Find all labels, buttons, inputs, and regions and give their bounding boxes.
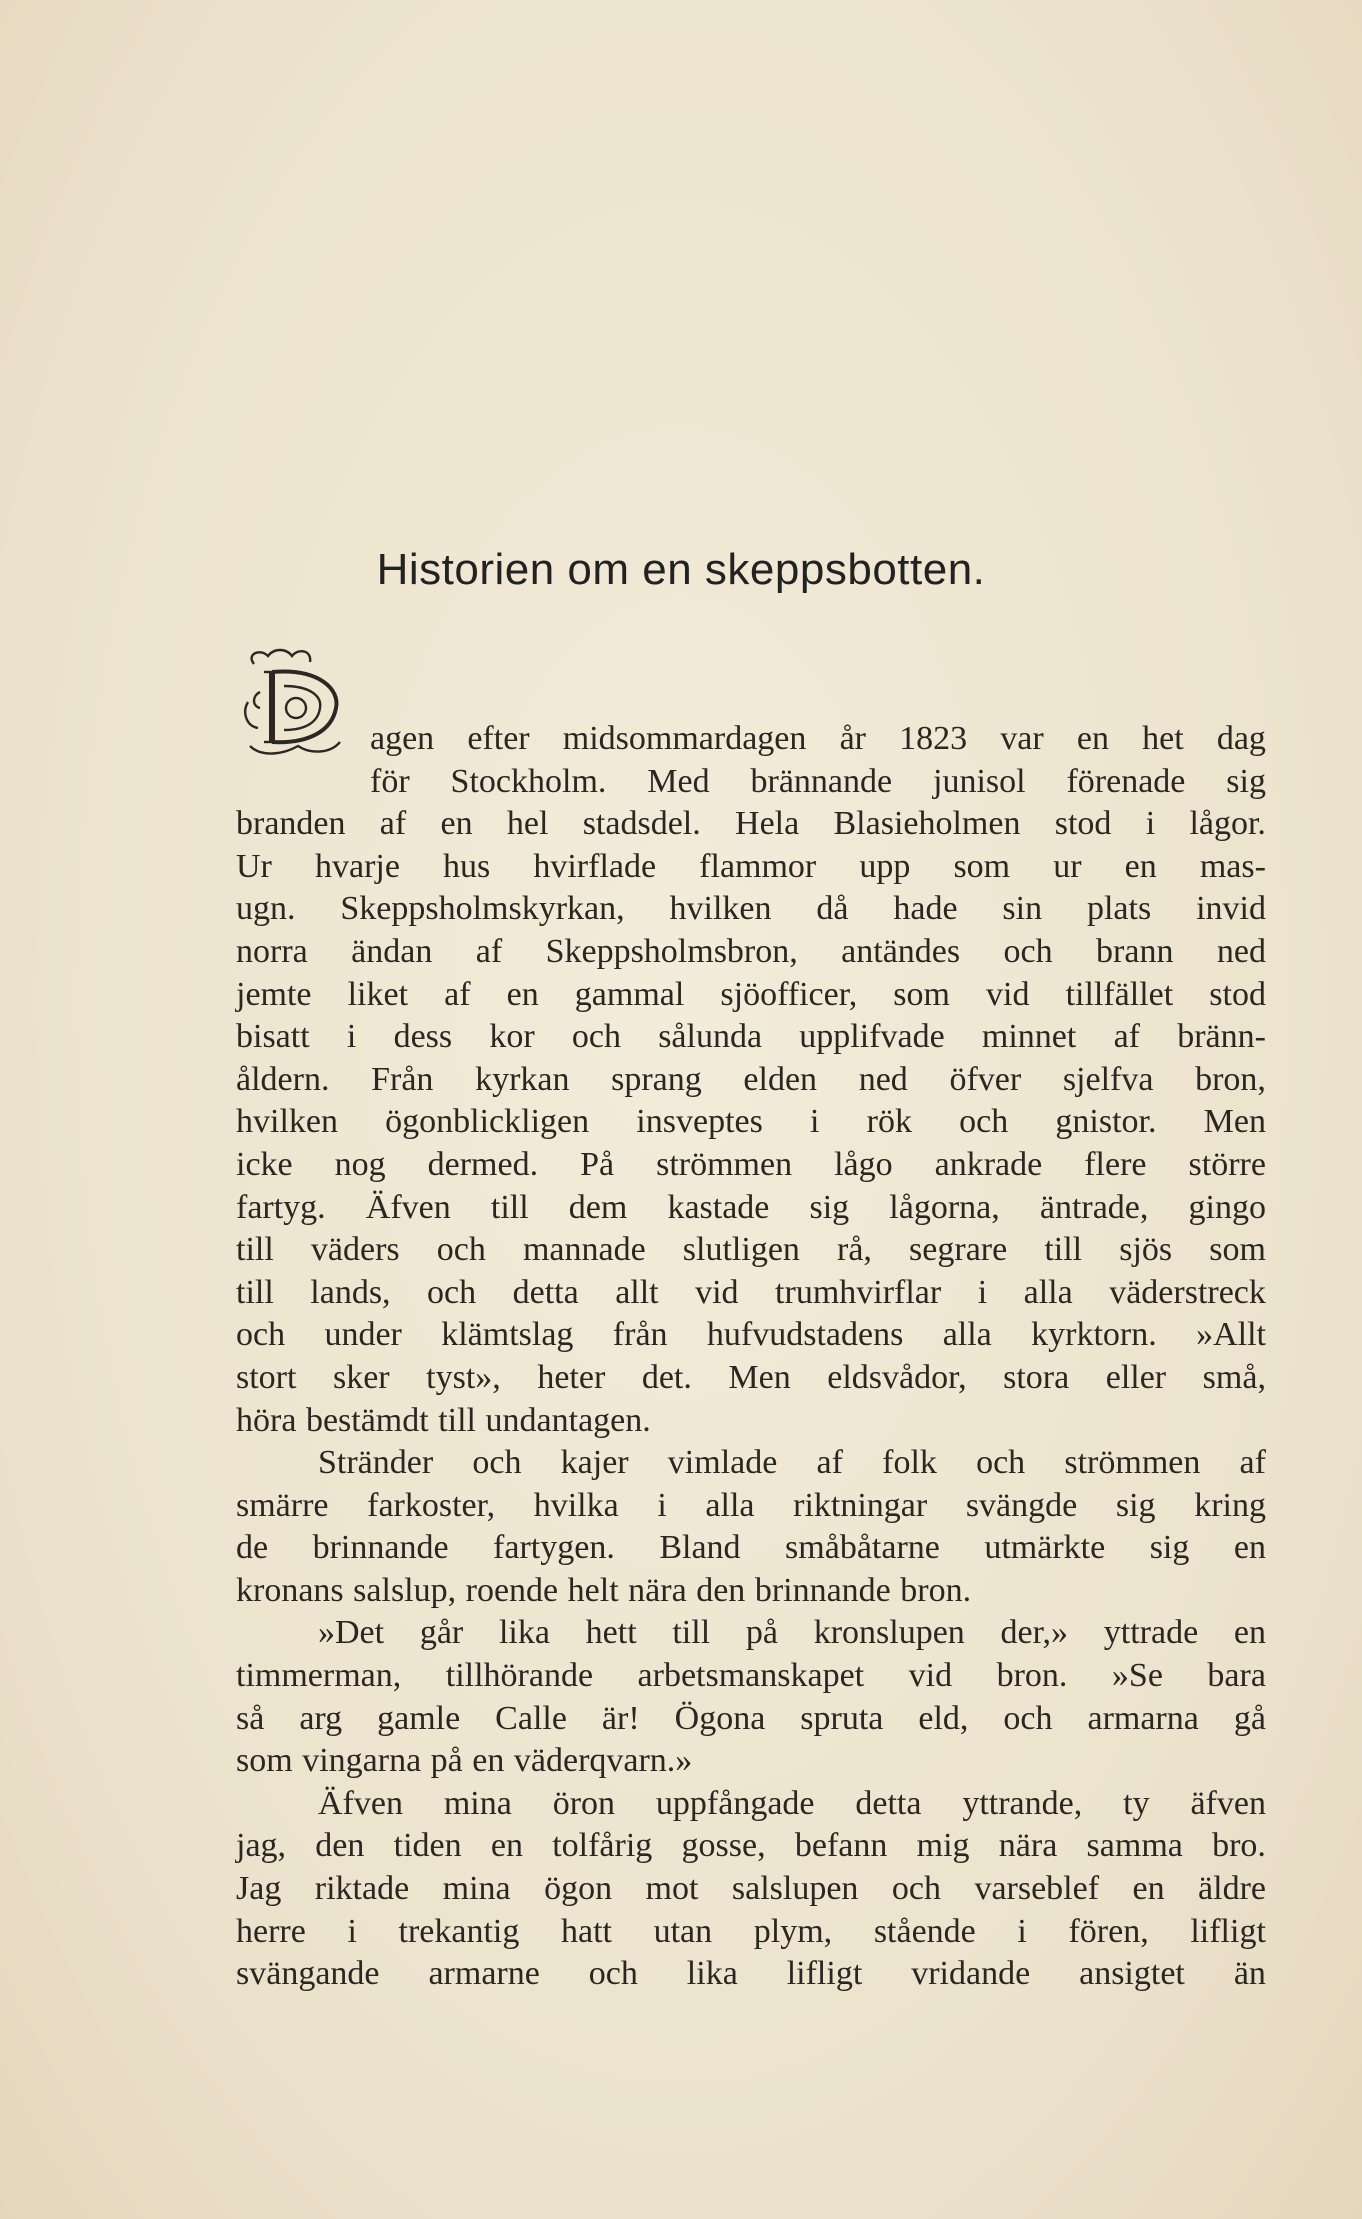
text-line: de brinnande fartygen. Bland småbåtarne utmärkte sig en [236,1529,1266,1567]
text-line: stort sker tyst», heter det. Men eldsvådor, stora eller små, [236,1358,1266,1396]
text-line: för Stockholm. Med brännande junisol förenade sig [370,762,1266,800]
chapter-title: Historien om en skeppsbotten. [376,545,986,594]
text-line: och under klämtslag från hufvudstadens alla kyrktorn. »Allt [236,1316,1266,1354]
text-line: höra bestämdt till undantagen. [236,1401,651,1439]
text-line: till väders och mannade slutligen rå, segrare till sjös som [236,1231,1266,1269]
text-line: timmerman, tillhörande arbetsmanskapet vid bron. »Se bara [236,1657,1266,1695]
text-line: herre i trekantig hatt utan plym, stående i fören, lifligt [236,1912,1266,1950]
text-line: så arg gamle Calle är! Ögona spruta eld, och armarna gå [236,1699,1266,1737]
text-line: branden af en hel stadsdel. Hela Blasieholmen stod i lågor. [236,805,1266,843]
text-line: Stränder och kajer vimlade af folk och strömmen af [318,1444,1266,1482]
text-line: åldern. Från kyrkan sprang elden ned öfver sjelfva bron, [236,1060,1266,1098]
body-text [236,718,1266,1996]
text-line: jemte liket af en gammal sjöofficer, som vid tillfället stod [236,975,1266,1013]
text-line: bisatt i dess kor och sålunda upplifvade minnet af bränn- [236,1018,1266,1056]
text-line: jag, den tiden en tolfårig gosse, befann mig nära samma bro. [236,1827,1266,1865]
text-line: till lands, och detta allt vid trumhvirflar i alla väderstreck [236,1273,1266,1311]
text-line: fartyg. Äfven till dem kastade sig lågorna, äntrade, gingo [236,1188,1266,1226]
text-line: Äfven mina öron uppfångade detta yttrande, ty äfven [318,1784,1266,1822]
text-line: Ur hvarje hus hvirflade flammor upp som ur en mas- [236,847,1266,885]
text-line: ugn. Skeppsholmskyrkan, hvilken då hade sin plats invid [236,890,1266,928]
text-line: icke nog dermed. På strömmen lågo ankrade flere större [236,1145,1266,1183]
text-line: »Det går lika hett till på kronslupen der,» yttrade en [318,1614,1266,1652]
text-line: agen efter midsommardagen år 1823 var en het dag [370,720,1266,757]
text-line: hvilken ögonblickligen insveptes i rök och gnistor. Men [236,1103,1266,1141]
text-line: Jag riktade mina ögon mot salslupen och varseblef en äldre [236,1870,1266,1908]
text-line: kronans salslup, roende helt nära den brinnande bron. [236,1571,972,1609]
text-line: smärre farkoster, hvilka i alla riktningar svängde sig kring [236,1486,1266,1524]
text-line: som vingarna på en väderqvarn.» [236,1742,693,1780]
text-line: norra ändan af Skeppsholmsbron, antändes och brann ned [236,932,1266,970]
text-line: svängande armarne och lika lifligt vridande ansigtet än [236,1955,1266,1993]
